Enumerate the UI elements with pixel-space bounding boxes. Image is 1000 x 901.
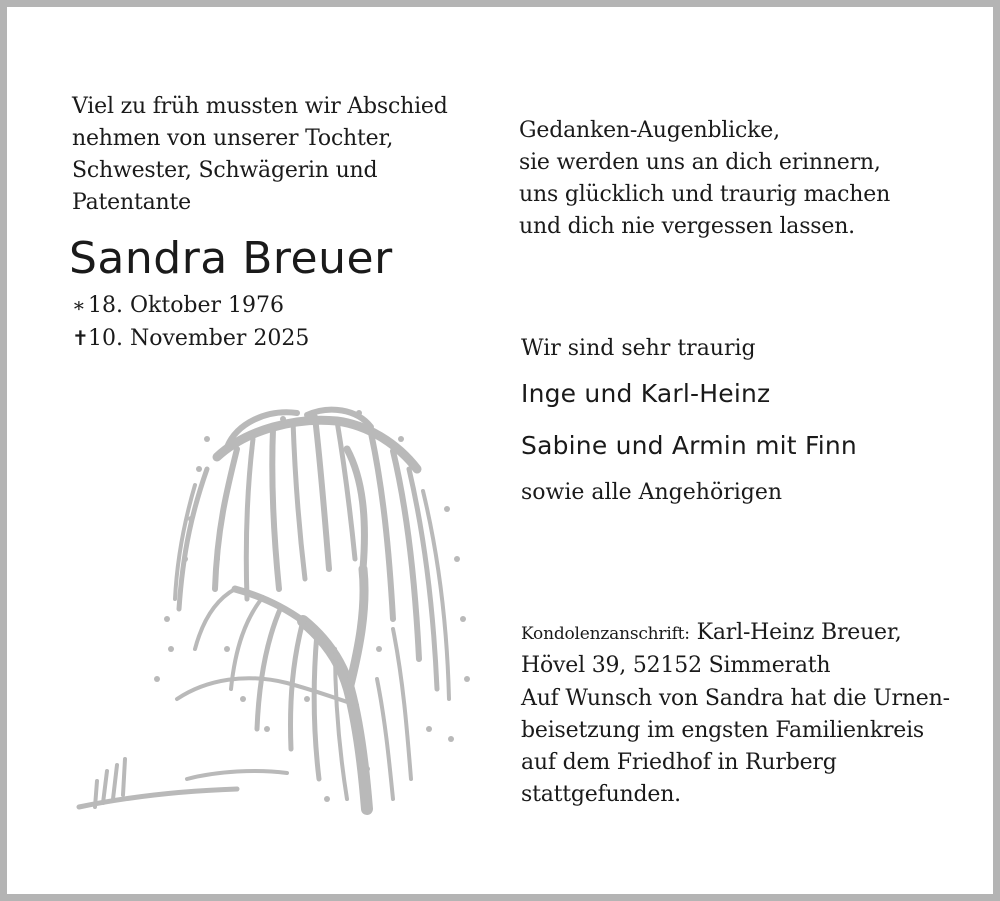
death-date-row — [72, 322, 309, 355]
intro-text — [72, 91, 448, 219]
poem — [519, 115, 890, 243]
condolence-address — [521, 617, 902, 682]
notice-line: Auf Wunsch von Sandra hat die Urnen- — [521, 686, 950, 711]
weeping-willow-icon — [67, 399, 497, 819]
intro-line: Schwester, Schwägerin und — [72, 158, 378, 183]
family-parents: Inge und Karl-Heinz — [521, 379, 771, 408]
notice-line: auf dem Friedhof in Rurberg — [521, 750, 837, 775]
notice-line: stattgefunden. — [521, 782, 681, 807]
deceased-name: Sandra Breuer — [69, 233, 393, 284]
death-cross-icon: ✝ — [72, 326, 89, 350]
condolence-line-1 — [521, 617, 902, 650]
condolence-label: Kondolenzanschrift: — [521, 624, 690, 644]
poem-line: sie werden uns an dich erinnern, — [519, 150, 881, 175]
intro-line: Patentante — [72, 190, 191, 215]
poem-line: Gedanken-Augenblicke, — [519, 118, 780, 143]
notice-line: beisetzung im engsten Familienkreis — [521, 718, 925, 743]
birth-star-icon: ∗ — [72, 293, 86, 317]
birth-date-row — [72, 289, 309, 322]
burial-notice — [521, 683, 950, 811]
mourners-others: sowie alle Angehörigen — [521, 480, 783, 505]
poem-line: und dich nie vergessen lassen. — [519, 214, 855, 239]
intro-line: nehmen von unserer Tochter, — [72, 126, 394, 151]
life-dates — [72, 289, 309, 355]
poem-line: uns glücklich und traurig machen — [519, 182, 891, 207]
birth-date: 18. Oktober 1976 — [88, 293, 285, 318]
condolence-line-2: Hövel 39, 52152 Simmerath — [521, 653, 831, 678]
mourners-intro: Wir sind sehr traurig — [521, 336, 756, 361]
intro-line: Viel zu früh mussten wir Abschied — [72, 94, 448, 119]
condolence-name: Karl-Heinz Breuer, — [696, 620, 902, 645]
obituary-card — [7, 7, 993, 894]
family-sibling: Sabine und Armin mit Finn — [521, 431, 857, 460]
death-date: 10. November 2025 — [88, 326, 310, 351]
